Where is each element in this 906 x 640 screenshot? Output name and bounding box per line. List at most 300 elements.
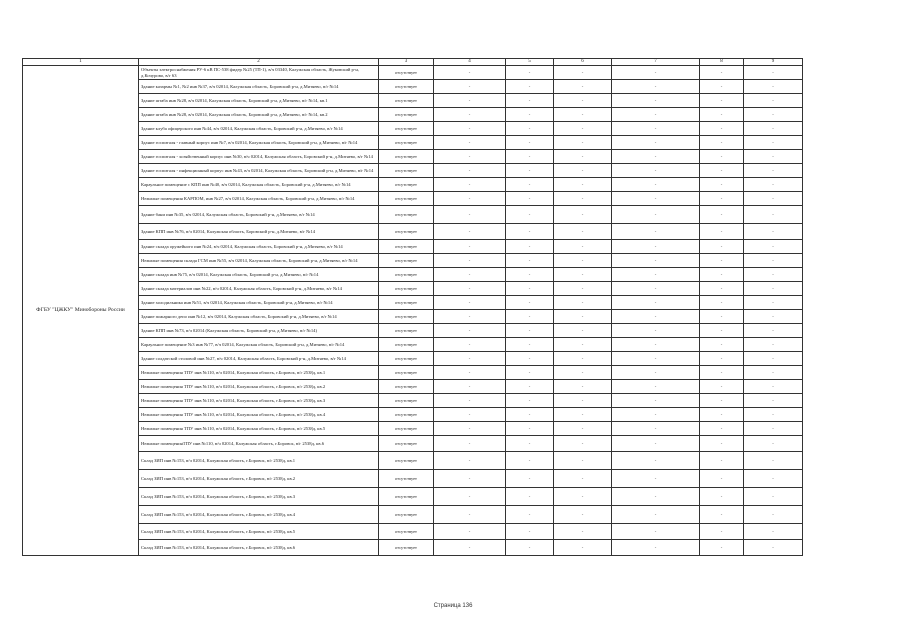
object-name-cell: Здание клуба офицерского инв №44, в/ч 02014, Калужская область, Боровский р-н, д.Митяево, в/г №14 <box>139 122 379 136</box>
table-body <box>23 66 803 556</box>
value-cell: - <box>554 108 612 122</box>
value-cell: - <box>700 524 744 540</box>
value-cell: - <box>506 470 554 488</box>
value-cell: - <box>612 282 700 296</box>
value-cell: - <box>554 254 612 268</box>
status-cell: отсутствует <box>379 470 434 488</box>
value-cell: - <box>434 352 506 366</box>
value-cell: - <box>744 524 803 540</box>
object-name-cell: Караульное помещение №3 инв №77, в/ч 02014, Калужская область, Боровский р-н, д.Митяево, в/г №14 <box>139 338 379 352</box>
value-cell: - <box>700 470 744 488</box>
value-cell: - <box>612 436 700 452</box>
value-cell: - <box>612 122 700 136</box>
value-cell: - <box>506 192 554 206</box>
value-cell: - <box>554 296 612 310</box>
value-cell: - <box>506 224 554 240</box>
value-cell: - <box>434 224 506 240</box>
table-row <box>23 66 803 80</box>
value-cell: - <box>612 254 700 268</box>
status-cell: отсутствует <box>379 150 434 164</box>
value-cell: - <box>612 452 700 470</box>
value-cell: - <box>700 206 744 224</box>
value-cell: - <box>554 324 612 338</box>
value-cell: - <box>434 122 506 136</box>
status-cell: отсутствует <box>379 164 434 178</box>
value-cell: - <box>700 506 744 524</box>
object-name-cell: Склад ЗИП инв №153, в/ч 02014, Калужская область, г.Боровск, в/г 2538д, кв.6 <box>139 540 379 556</box>
status-cell: отсутствует <box>379 224 434 240</box>
table-row <box>23 296 803 310</box>
column-header: 6 <box>554 59 612 66</box>
object-name-cell: Здание КПП инв №73, в/ч 02014 (Калужская область, Боровский р-н, д.Митяево, в/г №14) <box>139 324 379 338</box>
organization-cell: ФГБУ "ЦЖКУ" Минобороны России <box>23 66 139 556</box>
value-cell: - <box>744 178 803 192</box>
object-name-cell: Здание госпиталя - хозяйственный корпус инв №30, в/ч 02014, Калужская область, Боровский р-н, д.Митяево, в/г №14 <box>139 150 379 164</box>
value-cell: - <box>612 408 700 422</box>
column-header: 3 <box>379 59 434 66</box>
value-cell: - <box>434 268 506 282</box>
value-cell: - <box>506 366 554 380</box>
value-cell: - <box>700 452 744 470</box>
value-cell: - <box>700 380 744 394</box>
value-cell: - <box>434 150 506 164</box>
table-row <box>23 470 803 488</box>
value-cell: - <box>744 366 803 380</box>
value-cell: - <box>506 524 554 540</box>
value-cell: - <box>434 240 506 254</box>
object-name-cell: Нежилые помещения ТПУ инв №110, в/ч 02014, Калужская область, г.Боровск, в/г 2538д, кв.1 <box>139 366 379 380</box>
value-cell: - <box>744 192 803 206</box>
value-cell: - <box>700 296 744 310</box>
value-cell: - <box>612 506 700 524</box>
value-cell: - <box>434 178 506 192</box>
value-cell: - <box>554 540 612 556</box>
value-cell: - <box>700 254 744 268</box>
table-row <box>23 206 803 224</box>
value-cell: - <box>700 268 744 282</box>
value-cell: - <box>554 422 612 436</box>
value-cell: - <box>554 178 612 192</box>
value-cell: - <box>700 224 744 240</box>
status-cell: отсутствует <box>379 80 434 94</box>
value-cell: - <box>434 452 506 470</box>
value-cell: - <box>554 408 612 422</box>
value-cell: - <box>744 540 803 556</box>
column-header: 7 <box>612 59 700 66</box>
value-cell: - <box>554 436 612 452</box>
table-row <box>23 366 803 380</box>
status-cell: отсутствует <box>379 108 434 122</box>
value-cell: - <box>554 66 612 80</box>
table-row <box>23 408 803 422</box>
value-cell: - <box>700 66 744 80</box>
value-cell: - <box>434 80 506 94</box>
status-cell: отсутствует <box>379 296 434 310</box>
object-name-cell: Нежилые помещения ТПУ инв №110, в/ч 02014, Калужская область, г.Боровск, в/г 2538д, кв.2 <box>139 380 379 394</box>
status-cell: отсутствует <box>379 310 434 324</box>
status-cell: отсутствует <box>379 488 434 506</box>
value-cell: - <box>744 66 803 80</box>
value-cell: - <box>434 488 506 506</box>
table-row <box>23 164 803 178</box>
value-cell: - <box>434 422 506 436</box>
object-name-cell: Здание КПП инв №76, в/ч 02014, Калужская область, Боровский р-н, д.Митяево, в/г №14 <box>139 224 379 240</box>
value-cell: - <box>744 470 803 488</box>
table-row <box>23 524 803 540</box>
status-cell: отсутствует <box>379 380 434 394</box>
status-cell: отсутствует <box>379 192 434 206</box>
value-cell: - <box>700 122 744 136</box>
value-cell: - <box>434 436 506 452</box>
value-cell: - <box>612 178 700 192</box>
value-cell: - <box>506 136 554 150</box>
value-cell: - <box>700 394 744 408</box>
value-cell: - <box>700 488 744 506</box>
value-cell: - <box>554 394 612 408</box>
object-name-cell: Здание склада материалов инв №22, в/ч 02014, Калужская область, Боровский р-н, д.Митяево, в/г №14 <box>139 282 379 296</box>
value-cell: - <box>434 394 506 408</box>
value-cell: - <box>744 224 803 240</box>
object-name-cell: Склад ЗИП инв №153, в/ч 02014, Калужская область, г.Боровск, в/г 2538д, кв.5 <box>139 524 379 540</box>
value-cell: - <box>434 282 506 296</box>
object-name-cell: Здание госпиталя - главный корпус инв №7, в/ч 02014, Калужская область, Боровский р-н, д.Митяево, в/г №14 <box>139 136 379 150</box>
value-cell: - <box>700 192 744 206</box>
value-cell: - <box>700 310 744 324</box>
value-cell: - <box>554 470 612 488</box>
table-row <box>23 192 803 206</box>
value-cell: - <box>434 408 506 422</box>
value-cell: - <box>434 192 506 206</box>
value-cell: - <box>612 192 700 206</box>
value-cell: - <box>554 150 612 164</box>
value-cell: - <box>434 108 506 122</box>
table-row <box>23 240 803 254</box>
table-row <box>23 268 803 282</box>
value-cell: - <box>506 178 554 192</box>
value-cell: - <box>554 164 612 178</box>
object-name-cell: Нежилые помещенияТПУ инв №110, в/ч 02014, Калужская область, г.Боровск, в/г 2538д, кв.6 <box>139 436 379 452</box>
value-cell: - <box>744 240 803 254</box>
value-cell: - <box>554 240 612 254</box>
value-cell: - <box>506 122 554 136</box>
value-cell: - <box>506 394 554 408</box>
table-row <box>23 224 803 240</box>
object-name-cell: Нежилые помещения склада ГСМ инв №55, в/ч 02014, Калужская область, Боровский р-н, д.Митяево, в/г №14 <box>139 254 379 268</box>
value-cell: - <box>554 452 612 470</box>
value-cell: - <box>612 136 700 150</box>
value-cell: - <box>506 108 554 122</box>
value-cell: - <box>506 488 554 506</box>
value-cell: - <box>506 94 554 108</box>
status-cell: отсутствует <box>379 324 434 338</box>
value-cell: - <box>744 254 803 268</box>
status-cell: отсутствует <box>379 422 434 436</box>
status-cell: отсутствует <box>379 94 434 108</box>
table-row <box>23 422 803 436</box>
value-cell: - <box>744 206 803 224</box>
value-cell: - <box>554 380 612 394</box>
value-cell: - <box>612 310 700 324</box>
status-cell: отсутствует <box>379 524 434 540</box>
status-cell: отсутствует <box>379 338 434 352</box>
table-row <box>23 136 803 150</box>
value-cell: - <box>744 394 803 408</box>
value-cell: - <box>700 150 744 164</box>
value-cell: - <box>744 136 803 150</box>
status-cell: отсутствует <box>379 66 434 80</box>
value-cell: - <box>434 324 506 338</box>
status-cell: отсутствует <box>379 352 434 366</box>
object-name-cell: Здание пожарного депо инв №12, в/ч 02014, Калужская область, Боровский р-н, д.Митяево, в/г №14 <box>139 310 379 324</box>
value-cell: - <box>700 366 744 380</box>
status-cell: отсутствует <box>379 206 434 224</box>
value-cell: - <box>434 470 506 488</box>
table-row <box>23 324 803 338</box>
value-cell: - <box>612 296 700 310</box>
value-cell: - <box>700 422 744 436</box>
table-row <box>23 506 803 524</box>
value-cell: - <box>506 436 554 452</box>
value-cell: - <box>744 422 803 436</box>
value-cell: - <box>744 436 803 452</box>
value-cell: - <box>612 470 700 488</box>
document-page <box>22 58 802 556</box>
value-cell: - <box>612 524 700 540</box>
value-cell: - <box>434 164 506 178</box>
value-cell: - <box>700 178 744 192</box>
value-cell: - <box>700 80 744 94</box>
value-cell: - <box>744 122 803 136</box>
value-cell: - <box>506 408 554 422</box>
value-cell: - <box>434 338 506 352</box>
status-cell: отсутствует <box>379 506 434 524</box>
status-cell: отсутствует <box>379 122 434 136</box>
value-cell: - <box>744 380 803 394</box>
table-row <box>23 122 803 136</box>
value-cell: - <box>554 310 612 324</box>
value-cell: - <box>612 394 700 408</box>
value-cell: - <box>506 282 554 296</box>
table-row <box>23 338 803 352</box>
value-cell: - <box>506 296 554 310</box>
value-cell: - <box>506 352 554 366</box>
table-row <box>23 452 803 470</box>
value-cell: - <box>744 338 803 352</box>
value-cell: - <box>506 240 554 254</box>
value-cell: - <box>612 488 700 506</box>
value-cell: - <box>744 408 803 422</box>
value-cell: - <box>612 338 700 352</box>
value-cell: - <box>612 422 700 436</box>
status-cell: отсутствует <box>379 394 434 408</box>
value-cell: - <box>612 224 700 240</box>
value-cell: - <box>506 164 554 178</box>
value-cell: - <box>744 108 803 122</box>
value-cell: - <box>434 380 506 394</box>
object-name-cell: Здание склада оружейного инв №24, в/ч 02014, Калужская область, Боровский р-н, д.Митяево, в/г №14 <box>139 240 379 254</box>
value-cell: - <box>744 94 803 108</box>
value-cell: - <box>744 310 803 324</box>
value-cell: - <box>506 380 554 394</box>
table-row <box>23 488 803 506</box>
object-name-cell: Склад ЗИП инв №153, в/ч 02014, Калужская область, г.Боровск, в/г 2538д, кв.3 <box>139 488 379 506</box>
value-cell: - <box>554 122 612 136</box>
status-cell: отсутствует <box>379 282 434 296</box>
value-cell: - <box>506 206 554 224</box>
value-cell: - <box>554 366 612 380</box>
value-cell: - <box>744 452 803 470</box>
value-cell: - <box>612 352 700 366</box>
value-cell: - <box>434 296 506 310</box>
value-cell: - <box>434 66 506 80</box>
object-name-cell: Нежилые помещения ТПУ инв №110, в/ч 02014, Калужская область, г.Боровск, в/г 2538д, кв.3 <box>139 394 379 408</box>
object-name-cell: Здание штаба инв №28, в/ч 02014, Калужская область, Боровский р-н, д.Митяево, в/г №14, кв.1 <box>139 94 379 108</box>
value-cell: - <box>700 164 744 178</box>
object-name-cell: Здание казармы №1, №2 инв №37, в/ч 02014, Калужская область, Боровский р-н, д.Митяево, в/г №14 <box>139 80 379 94</box>
value-cell: - <box>434 94 506 108</box>
value-cell: - <box>744 324 803 338</box>
value-cell: - <box>700 540 744 556</box>
table-row <box>23 282 803 296</box>
value-cell: - <box>700 408 744 422</box>
column-header: 9 <box>744 59 803 66</box>
object-name-cell: Здание бани инв №35, в/ч 02014, Калужская область, Боровский р-н, д.Митяево, в/г №14 <box>139 206 379 224</box>
value-cell: - <box>506 506 554 524</box>
value-cell: - <box>506 268 554 282</box>
value-cell: - <box>744 282 803 296</box>
status-cell: отсутствует <box>379 408 434 422</box>
object-name-cell: Здание госпиталя - инфекционный корпус инв №43, в/ч 02014, Калужская область, Боровский р-н, д.Митяево, в/г №14 <box>139 164 379 178</box>
value-cell: - <box>700 94 744 108</box>
value-cell: - <box>554 136 612 150</box>
table-row <box>23 80 803 94</box>
value-cell: - <box>612 268 700 282</box>
value-cell: - <box>700 282 744 296</box>
table-row <box>23 150 803 164</box>
table-row <box>23 178 803 192</box>
status-cell: отсутствует <box>379 178 434 192</box>
value-cell: - <box>506 324 554 338</box>
column-header: 4 <box>434 59 506 66</box>
value-cell: - <box>554 524 612 540</box>
table-row <box>23 394 803 408</box>
value-cell: - <box>744 506 803 524</box>
status-cell: отсутствует <box>379 366 434 380</box>
table-header-row <box>23 59 803 66</box>
value-cell: - <box>612 80 700 94</box>
value-cell: - <box>506 66 554 80</box>
status-cell: отсутствует <box>379 240 434 254</box>
value-cell: - <box>744 150 803 164</box>
value-cell: - <box>506 540 554 556</box>
value-cell: - <box>506 310 554 324</box>
value-cell: - <box>700 108 744 122</box>
value-cell: - <box>744 80 803 94</box>
object-name-cell: Здание холодильника инв №51, в/ч 02014, Калужская область, Боровский р-н, д.Митяево, в/г №14 <box>139 296 379 310</box>
object-name-cell: Объекты электроснабжения РУ-6 кВ ПС-538 фидер №25 (ТП-1), в/ч 03340, Калужская область, Жуковский р-н, д.Кочурово, в/г 63 <box>139 66 379 80</box>
object-name-cell: Здание склада инв №75, в/ч 02014, Калужская область, Боровский р-н, д.Митяево, в/г №14 <box>139 268 379 282</box>
status-cell: отсутствует <box>379 540 434 556</box>
value-cell: - <box>700 136 744 150</box>
table-row <box>23 254 803 268</box>
column-header: 2 <box>139 59 379 66</box>
value-cell: - <box>612 324 700 338</box>
value-cell: - <box>506 150 554 164</box>
status-cell: отсутствует <box>379 452 434 470</box>
value-cell: - <box>700 352 744 366</box>
table-row <box>23 108 803 122</box>
object-name-cell: Караульное помещение с КПП инв №40, в/ч 02014, Калужская область, Боровский р-н, д.Митяево, в/г №14 <box>139 178 379 192</box>
value-cell: - <box>554 338 612 352</box>
value-cell: - <box>612 94 700 108</box>
value-cell: - <box>554 206 612 224</box>
value-cell: - <box>434 366 506 380</box>
value-cell: - <box>506 80 554 94</box>
value-cell: - <box>744 488 803 506</box>
value-cell: - <box>506 338 554 352</box>
value-cell: - <box>612 66 700 80</box>
column-header: 8 <box>700 59 744 66</box>
value-cell: - <box>506 254 554 268</box>
object-name-cell: Склад ЗИП инв №153, в/ч 02014, Калужская область, г.Боровск, в/г 2538д, кв.1 <box>139 452 379 470</box>
value-cell: - <box>700 436 744 452</box>
value-cell: - <box>434 540 506 556</box>
table-row <box>23 94 803 108</box>
value-cell: - <box>744 352 803 366</box>
value-cell: - <box>506 452 554 470</box>
value-cell: - <box>434 506 506 524</box>
value-cell: - <box>506 422 554 436</box>
object-name-cell: Нежилые помещения ТПУ инв №110, в/ч 02014, Калужская область, г.Боровск, в/г 2538д, кв.5 <box>139 422 379 436</box>
status-cell: отсутствует <box>379 136 434 150</box>
value-cell: - <box>612 164 700 178</box>
value-cell: - <box>554 282 612 296</box>
page-footer: Страница 136 <box>433 603 473 609</box>
value-cell: - <box>744 164 803 178</box>
value-cell: - <box>554 488 612 506</box>
value-cell: - <box>744 268 803 282</box>
value-cell: - <box>434 136 506 150</box>
value-cell: - <box>554 192 612 206</box>
object-name-cell: Здание штаба инв №28, в/ч 02014, Калужская область, Боровский р-н, д.Митяево, в/г №14, кв.2 <box>139 108 379 122</box>
value-cell: - <box>612 380 700 394</box>
status-cell: отсутствует <box>379 254 434 268</box>
value-cell: - <box>554 352 612 366</box>
object-name-cell: Здание солдатской столовой инв №27, в/ч 02014, Калужская область, Боровский р-н, д.Митяево, в/г №14 <box>139 352 379 366</box>
object-name-cell: Склад ЗИП инв №153, в/ч 02014, Калужская область, г.Боровск, в/г 2538д, кв.2 <box>139 470 379 488</box>
status-cell: отсутствует <box>379 268 434 282</box>
value-cell: - <box>700 240 744 254</box>
table-row <box>23 380 803 394</box>
value-cell: - <box>434 254 506 268</box>
value-cell: - <box>434 206 506 224</box>
value-cell: - <box>612 366 700 380</box>
value-cell: - <box>612 108 700 122</box>
value-cell: - <box>554 80 612 94</box>
value-cell: - <box>700 324 744 338</box>
column-header: 5 <box>506 59 554 66</box>
data-table <box>22 58 803 556</box>
table-row <box>23 436 803 452</box>
value-cell: - <box>554 268 612 282</box>
column-header: 1 <box>23 59 139 66</box>
value-cell: - <box>744 296 803 310</box>
table-row <box>23 352 803 366</box>
object-name-cell: Нежилые помещения ТПУ инв №110, в/ч 02014, Калужская область, г.Боровск, в/г 2538д, кв.4 <box>139 408 379 422</box>
value-cell: - <box>554 224 612 240</box>
status-cell: отсутствует <box>379 436 434 452</box>
value-cell: - <box>612 206 700 224</box>
